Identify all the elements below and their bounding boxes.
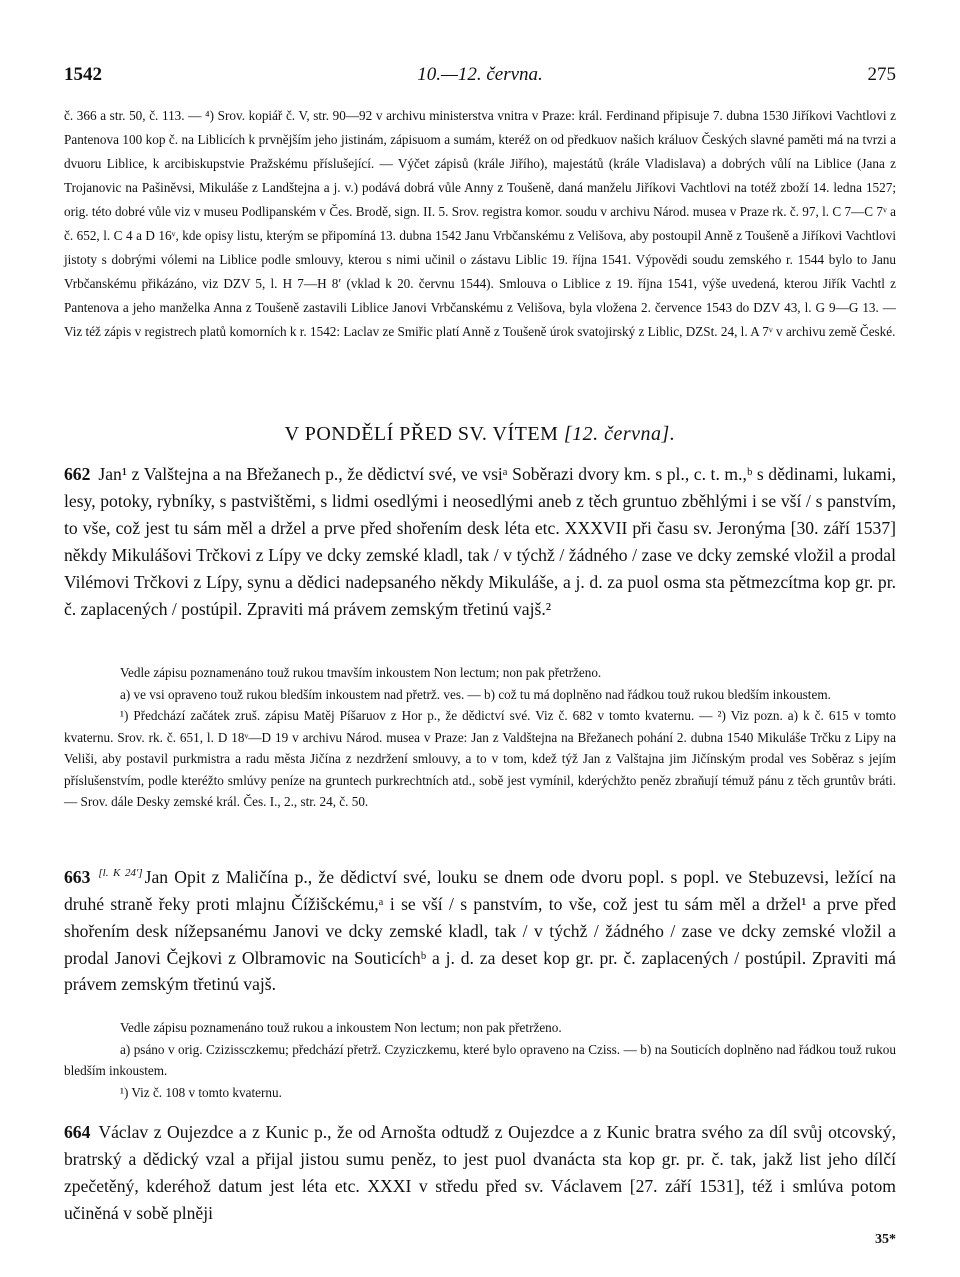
page-header bbox=[64, 64, 896, 90]
section-heading-date: [12. června]. bbox=[563, 423, 676, 445]
entry-663-notes bbox=[64, 1017, 896, 1103]
entry-662-notes bbox=[64, 662, 896, 813]
section-heading-text: V PONDĚLÍ PŘED SV. VÍTEM bbox=[284, 423, 559, 445]
note-line: ¹) Předchází začátek zruš. zápisu Matěj Píšaruov z Hor p., že dědictví své. Viz č. 682 v tomto kvaternu. — ²) Viz pozn. a) k č. 615 v tomto kvaternu. Srov. rk. č. 651, l. D 18ᵛ—D 19 v archivu Národ. musea v Praze: Jan z Valdštejna na Břežanech pohání 2. dubna 1540 Mikuláše Trčku z Lipy na Veliši, aby postavil purkmistra a radu města Jičína z nezdržení smlouvy, a to v tom, kdež týž Jan z Valštajna jim Jičínským prodal ves Soběraz s jejím příslušenstvím, podle kteréžto smlúvy peníze na gruntech purkrechtních atd., sobě jest vymínil, kderýchžto peněz zbraňují témuž pánu z těch gruntův bráti. — Srov. dále Desky zemské král. Čes. I., 2., str. 24, č. 50. bbox=[64, 708, 896, 809]
entry-664 bbox=[64, 1119, 896, 1227]
note-line: ¹) Viz č. 108 v tomto kvaternu. bbox=[120, 1084, 282, 1100]
entry-text: Jan Opit z Maličína p., že dědictví své, louku se dnem ode dvoru popl. s popl. ve Stebuzevsi, ležící na druhé straně řeky proti mlajnu Čížišckému,ᵃ i se vší / s panstvím, to vše, což jest tu sám měl a držel¹ a prve před shořením desk nížepsanému Janovi ve dcky zemské kladl, tak / v týchž / žádného / zase ve dcky zemské vložil a prodal Janovi Čejkovi z Olbramovic na Souticíchᵇ a j. d. za deset kop gr. pr. č. zaplacených / postúpil. Zpraviti má právem zemským třetinú vajš. bbox=[64, 866, 896, 995]
note-line: Vedle zápisu poznamenáno touž rukou tmavším inkoustem Non lectum; non pak přetrženo. bbox=[120, 665, 602, 680]
header-dates: 10.—12. června. bbox=[417, 64, 543, 85]
entry-number: 664 bbox=[64, 1122, 91, 1142]
header-year: 1542 bbox=[64, 64, 102, 85]
page-number: 275 bbox=[867, 64, 896, 85]
continued-footnotes: č. 366 a str. 50, č. 113. — ⁴) Srov. kopiář č. V, str. 90—92 v archivu ministerstva vnitra v Praze: král. Ferdinand připisuje 7. dubna 1530 Jiříkovi Vachtlovi z Pantenova 100 kop č. na Liblicích k prvnějším jeho jistinám, zápisuom a sumám, kteréž on od předkuov našich králuov Českých slavné paměti má na tvrzi a dvuoru Liblice, k arcibiskupstvie Pražskému příslušející. — Výčet zápisů (krále Jiřího), majestátů (krále Vladislava) a dobrých vůlí na Liblice (Jana z Trojanovic na Pašiněvsi, Mikuláše z Landštejna a j. v.) podává dobrá vůle Anny z Toušeně, daná manželu Jiříkovi Vachtlovi na totéž zboží 14. ledna 1527; orig. této dobré vůle viz v museu Podlipanském v Čes. Brodě, sign. II. 5. Srov. registra komor. soudu v archivu Národ. musea v Praze rk. č. 97, l. C 7—C 7ᵛ a č. 652, l. C 4 a D 16ᵛ, kde opisy listu, kterým se připomíná 13. dubna 1542 Janu Vrbčanskému z Velišova, aby postoupil Anně z Toušeně a Jiříkovi Vachtlovi jistoty s dobrými vólemi na Liblice podle smlouvy, kterou s nimi učinil o zástavu Liblic 19. října 1541. Výpovědi soudu zemského r. 1544 bylo to Janu Vrbčanskému přikázáno, viz DZV 5, l. H 7—H 8′ (vklad k 20. červnu 1544). Smlouva o Liblice z 19. října 1541, výše uvedená, kterou Jiřík Vachtl z Pantenova a jeho manželka Anna z Toušeně zastavili Liblice Janovi Vrbčanskému z Velišova, byla vložena 2. července 1543 do DZV 43, l. G 9—G 13. — Viz též zápis v registrech platů komorních k r. 1542: Laclav ze Smiřic platí Anně z Toušeně úrok svatojirský z Liblic, DZSt. 24, l. A 7ᵛ v archivu země České. bbox=[64, 108, 896, 339]
entry-number: 662 bbox=[64, 464, 91, 484]
entry-662 bbox=[64, 461, 896, 622]
entry-text: Jan¹ z Valštejna a na Břežanech p., že dědictví své, ve vsiᵃ Soběrazi dvory km. s pl., c. t. m.,ᵇ s dědinami, lukami, lesy, potoky, rybníky, s pastvištěmi, s lidmi osedlými i neosedlými aneb z těch gruntuo zběhlými i se vší / s panstvím, to vše, což jest tu sám měl a držel a prve před shořením desk léta etc. XXXVII při času sv. Jeronýma [30. září 1537] někdy Mikulášovi Trčkovi z Lípy ve dcky zemské kladl, tak / v týchž / žádného / zase ve dcky zemské vložil a prodal Vilémovi Trčkovi z Lípy, synu a dědici nadepsaného někdy Mikuláše, a j. d. za puol osma sta pětmezcítma kop gr. pr. č. zaplacených / postúpil. Zpraviti má právem zemským třetinú vajš.² bbox=[64, 464, 896, 619]
entry-text: Václav z Oujezdce a z Kunic p., že od Arnošta odtudž z Oujezdce a z Kunic bratra svého za díl svůj otcovský, bratrský a dědický vzal a přijal jistou sumu peněz, to jest puol dvanácta sta kop gr. pr. č. tak, jakž list jeho dílčí zpečetěný, kderéhož datum jest léta etc. XXXI v středu před sv. Václavem [27. září 1531], též i smlúva potom učiněná v sobě plněji bbox=[64, 1122, 896, 1223]
signature-mark: 35* bbox=[875, 1232, 896, 1247]
note-line: a) ve vsi opraveno touž rukou bledším inkoustem nad přetrž. ves. — b) což tu má doplněno nad řádkou touž rukou bledším inkoustem. bbox=[120, 686, 831, 702]
margin-reference: [l. K 24′] bbox=[98, 867, 143, 879]
note-line: a) psáno v orig. Czizissczkemu; předchází přetrž. Czyziczkemu, které bylo opraveno na Cziss. — b) na Souticích doplněno nad řádkou touž rukou bledším inkoustem. bbox=[64, 1041, 896, 1078]
entry-663 bbox=[64, 860, 896, 998]
entry-number: 663 bbox=[64, 866, 91, 887]
section-heading bbox=[64, 423, 896, 446]
note-line: Vedle zápisu poznamenáno touž rukou a inkoustem Non lectum; non pak přetrženo. bbox=[120, 1020, 562, 1035]
